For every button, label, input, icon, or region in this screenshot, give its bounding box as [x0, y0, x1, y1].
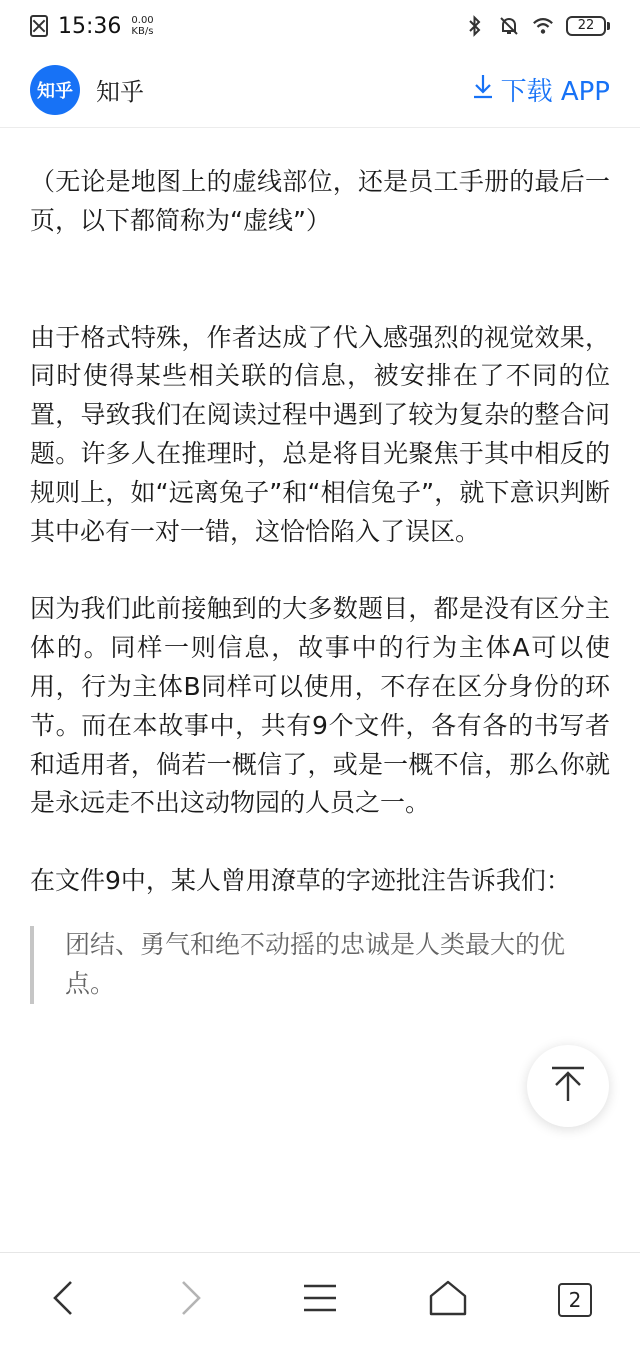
- top-app-bar: [0, 52, 640, 128]
- block-quote: [30, 926, 610, 1004]
- zhihu-logo[interactable]: 知乎: [30, 65, 80, 115]
- network-speed-value: 0.00: [131, 15, 154, 26]
- network-speed-unit: KB/s: [131, 26, 154, 37]
- intro-note: （无论是地图上的虚线部位，还是员工手册的最后一页，以下都简称为“虚线”）: [30, 167, 610, 235]
- home-button[interactable]: [423, 1275, 473, 1325]
- paragraph-subjects: 因为我们此前接触到的大多数题目，都是没有区分主体的。同样一则信息，故事中的行为主体A可以使用，行为主体B同样可以使用，不存在区分身份的环节。而在本故事中，共有9个文件，各有各的书写者和适用者，倘若一概信了，或是一概不信，那么你就是永远走不出这动物园的人员之一。: [30, 594, 610, 818]
- download-app-label: 下载 APP: [500, 77, 610, 107]
- menu-icon: [302, 1280, 338, 1320]
- brand-name[interactable]: 知乎: [96, 78, 144, 106]
- tabs-icon: 2: [558, 1283, 592, 1317]
- paragraph-format: 由于格式特殊，作者达成了代入感强烈的视觉效果，同时使得某些相关联的信息，被安排在了不同的位置，导致我们在阅读过程中遇到了较为复杂的整合问题。许多人在推理时，总是将目光聚焦于其中相反的规则上，如“远离兔子”和“相信兔子”，就下意识判断其中必有一对一错，这恰恰陷入了误区。: [30, 322, 610, 546]
- back-to-top-button[interactable]: [527, 1045, 609, 1127]
- status-bar: [0, 0, 640, 52]
- article-content: [30, 163, 610, 1004]
- download-icon: [471, 73, 495, 106]
- battery-icon: [566, 16, 610, 36]
- browser-bottom-nav: [0, 1252, 640, 1351]
- forward-icon: [177, 1278, 205, 1322]
- bluetooth-icon: [464, 15, 486, 37]
- quote-text: 团结、勇气和绝不动摇的忠诚是人类最大的优点。: [65, 929, 566, 998]
- battery-level: 22: [566, 16, 606, 36]
- mute-bell-icon: [498, 15, 520, 37]
- notification-icon: [30, 15, 48, 37]
- forward-button[interactable]: [166, 1275, 216, 1325]
- arrow-up-icon: [548, 1064, 588, 1108]
- back-button[interactable]: [38, 1275, 88, 1325]
- wifi-icon: [532, 15, 554, 37]
- back-icon: [49, 1278, 77, 1322]
- menu-button[interactable]: [295, 1275, 345, 1325]
- tabs-button[interactable]: [550, 1275, 600, 1325]
- status-time: 15:36: [58, 13, 122, 39]
- network-speed: [131, 15, 153, 37]
- download-app-button[interactable]: [471, 71, 610, 108]
- paragraph-file9: 在文件9中，某人曾用潦草的字迹批注告诉我们：: [30, 866, 571, 896]
- home-icon: [428, 1279, 468, 1321]
